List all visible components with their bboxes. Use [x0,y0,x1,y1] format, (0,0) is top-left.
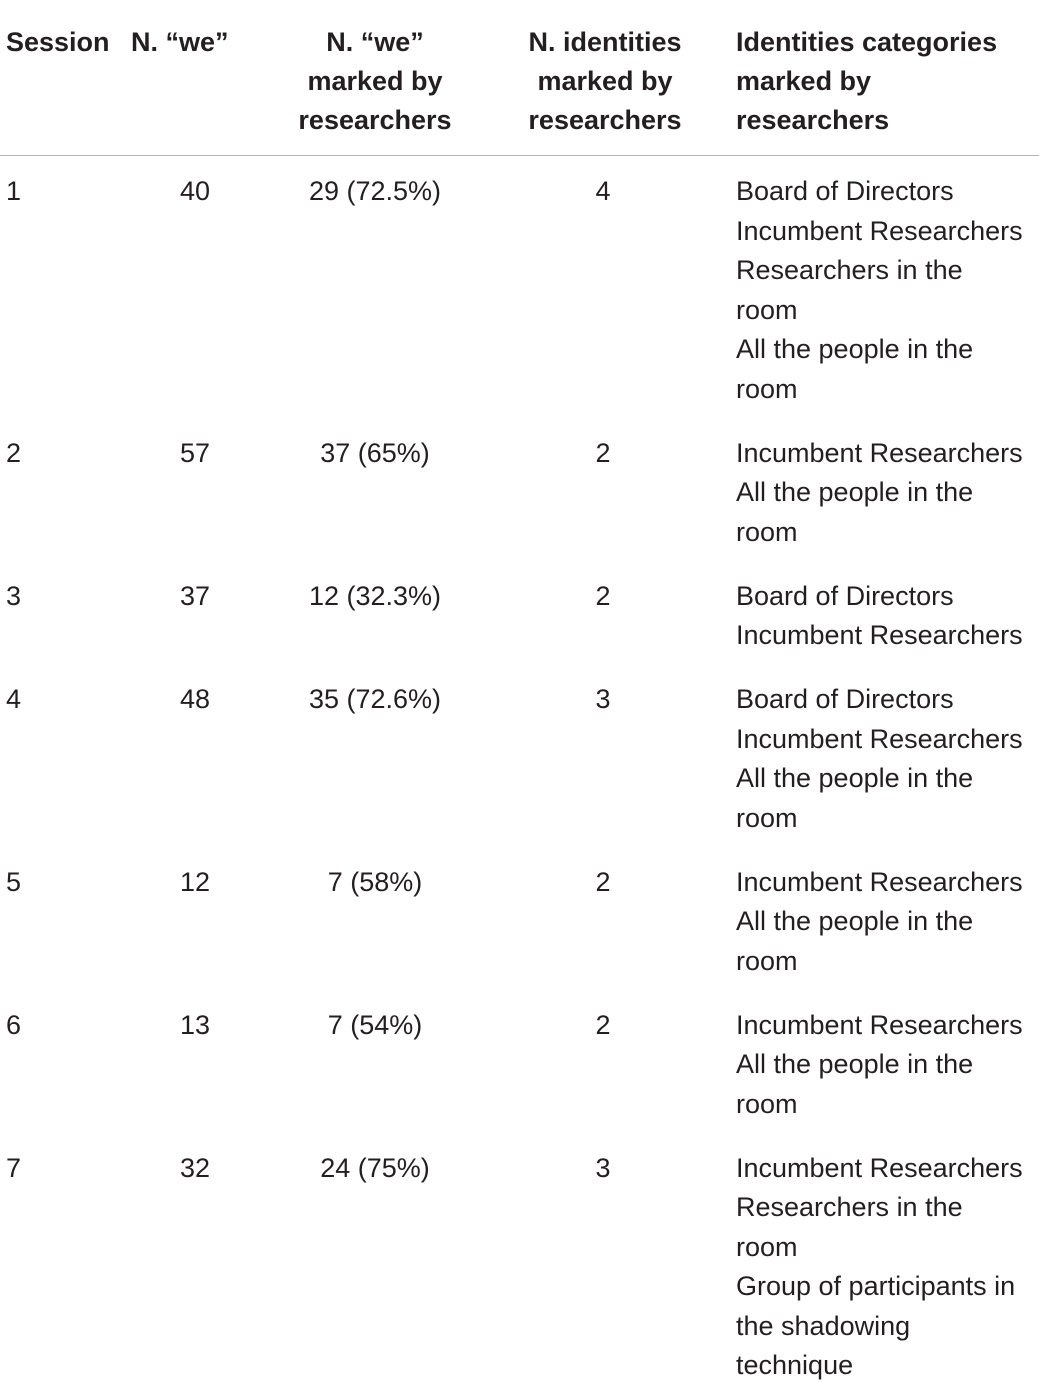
cell-identity-categories [736,863,1039,982]
cell-session: 1 [6,172,21,212]
header-n-we-marked: N. “we” marked by researchers [275,23,475,140]
cell-n-we: 37 [145,577,245,617]
cell-n-identities: 2 [553,863,653,903]
cell-n-we-marked: 37 (65%) [275,434,475,474]
identity-category: Researchers in the room [736,251,1039,330]
cell-n-identities: 2 [553,434,653,474]
identity-category: Board of Directors [736,172,1039,212]
identity-category: Incumbent Researchers [736,720,1039,760]
cell-n-we: 48 [145,680,245,720]
cell-n-identities: 3 [553,1149,653,1189]
cell-session: 4 [6,680,21,720]
table-body [0,156,1039,1394]
cell-n-we-marked: 7 (54%) [275,1006,475,1046]
cell-n-we: 12 [145,863,245,903]
table-row [0,990,1039,1133]
table-row [0,561,1039,665]
table-row [0,847,1039,990]
cell-n-we: 13 [145,1006,245,1046]
table-row [0,418,1039,561]
cell-n-we-marked: 35 (72.6%) [275,680,475,720]
cell-n-we: 57 [145,434,245,474]
identity-category: All the people in the room [736,902,1039,981]
cell-identity-categories [736,434,1039,553]
table-row [0,1133,1039,1394]
cell-session: 7 [6,1149,21,1189]
identity-category: Incumbent Researchers [736,434,1039,474]
header-session: Session [6,23,110,62]
cell-n-identities: 2 [553,1006,653,1046]
table-row [0,664,1039,847]
identity-category: Board of Directors [736,680,1039,720]
cell-identity-categories [736,577,1039,656]
identity-category: All the people in the room [736,1045,1039,1124]
table-row [0,156,1039,418]
cell-identity-categories [736,1006,1039,1125]
header-identity-categories: Identities categories marked by researchers [736,23,997,140]
cell-n-we: 40 [145,172,245,212]
cell-n-we-marked: 29 (72.5%) [275,172,475,212]
cell-session: 2 [6,434,21,474]
header-n-we: N. “we” [131,23,229,62]
cell-n-we-marked: 12 (32.3%) [275,577,475,617]
identity-category: All the people in the room [736,759,1039,838]
cell-session: 5 [6,863,21,903]
cell-n-we-marked: 7 (58%) [275,863,475,903]
cell-session: 6 [6,1006,21,1046]
cell-n-identities: 3 [553,680,653,720]
table-header [0,0,1039,156]
identity-category: Group of participants in the shadowing technique [736,1267,1039,1386]
identity-category: Incumbent Researchers [736,863,1039,903]
identity-category: Incumbent Researchers [736,1149,1039,1189]
identity-category: Incumbent Researchers [736,1006,1039,1046]
cell-identity-categories [736,172,1039,409]
identity-category: All the people in the room [736,473,1039,552]
cell-n-identities: 2 [553,577,653,617]
identity-category: All the people in the room [736,330,1039,409]
cell-n-we-marked: 24 (75%) [275,1149,475,1189]
identity-category: Researchers in the room [736,1188,1039,1267]
cell-identity-categories [736,1149,1039,1386]
identity-category: Board of Directors [736,577,1039,617]
cell-n-we: 32 [145,1149,245,1189]
cell-n-identities: 4 [553,172,653,212]
header-n-identities: N. identities marked by researchers [505,23,705,140]
cell-identity-categories [736,680,1039,838]
identity-category: Incumbent Researchers [736,212,1039,252]
cell-session: 3 [6,577,21,617]
identity-category: Incumbent Researchers [736,616,1039,656]
